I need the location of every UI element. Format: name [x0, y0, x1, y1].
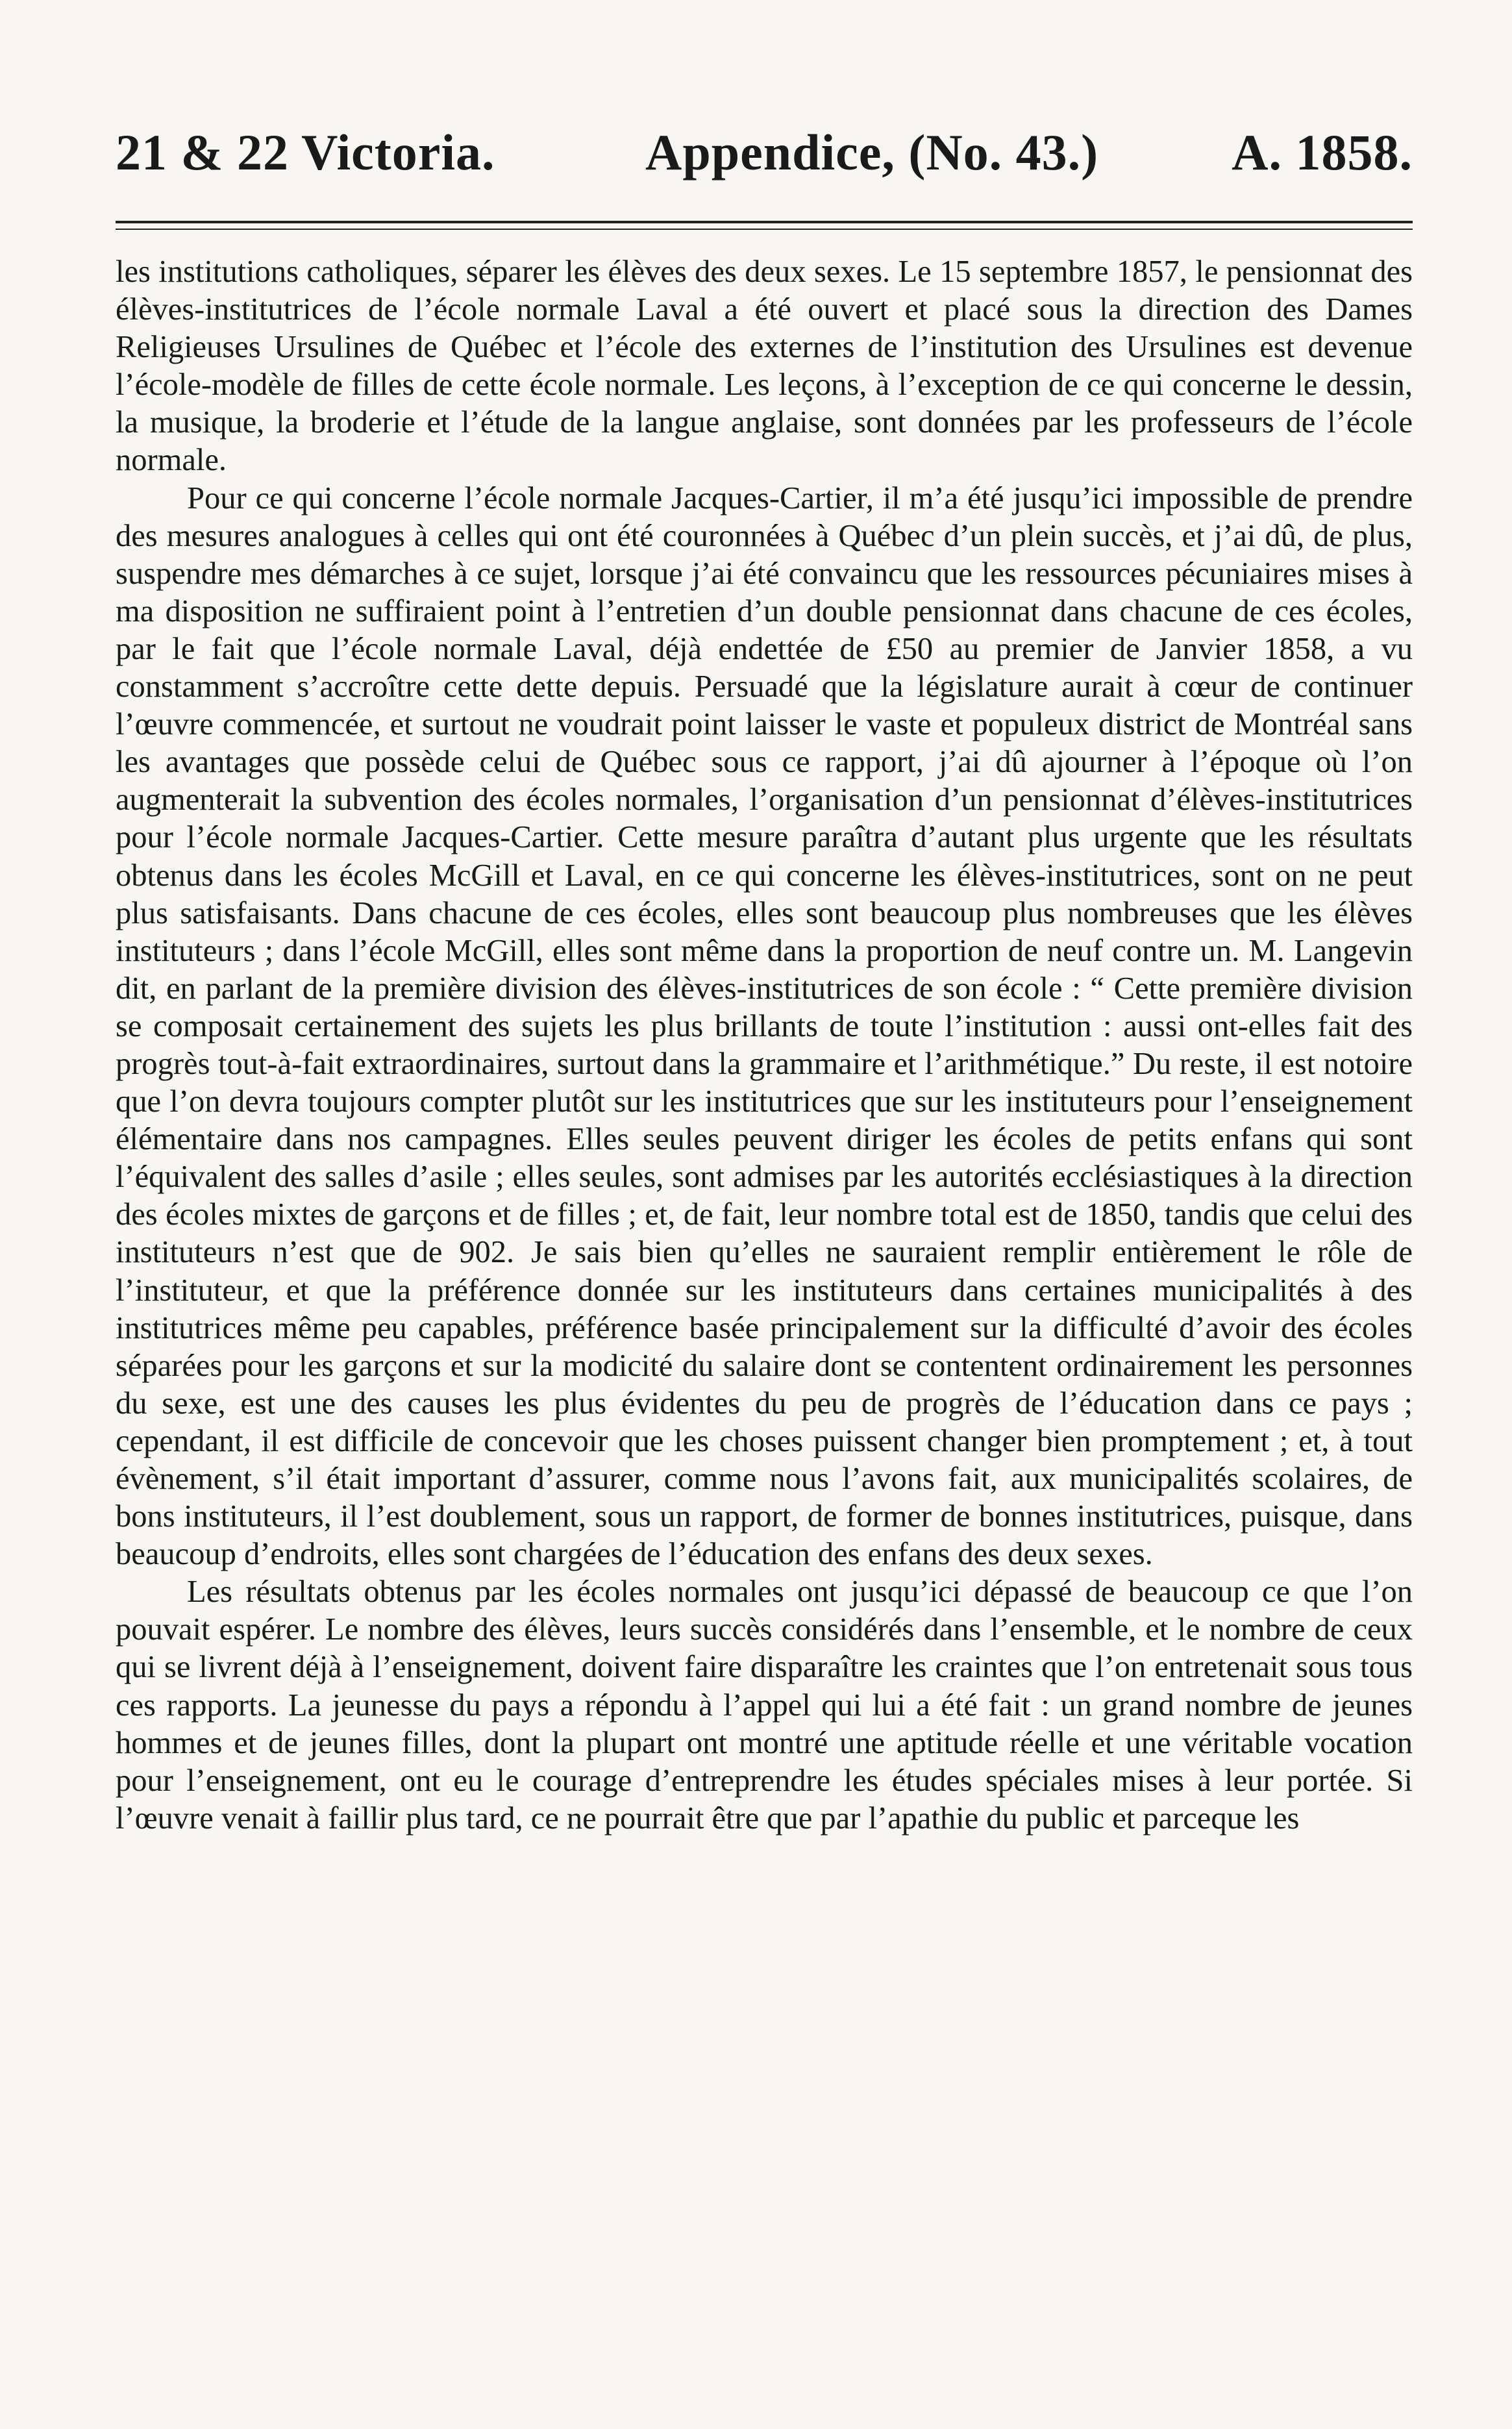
- paragraph-continuation: les institutions catholiques, séparer les élèves des deux sexes. Le 15 septembre 1857, le pensionnat des élèves-institutrices de l’école normale Laval a été ouvert et placé sous la direction des Dames Religieuses Ursulines de Québec et l’école des externes de l’institution des Ursulines est devenue l’école-modèle de filles de cette école normale. Les leçons, à l’exception de ce qui concerne le dessin, la musique, la broderie et l’étude de la langue anglaise, sont données par les professeurs de l’école normale.: [116, 255, 1413, 478]
- body-text: [116, 253, 1413, 1837]
- header-appendix: Appendice, (No. 43.): [645, 124, 1099, 181]
- header-rule-thin: [116, 229, 1413, 230]
- header-rule-thick: [116, 221, 1413, 223]
- running-header: [116, 109, 1413, 187]
- paragraph-results: Les résultats obtenus par les écoles normales ont jusqu’ici dépassé de beaucoup ce que l’on pouvait espérer. Le nombre des élèves, leurs succès considérés dans l’ensemble, et le nombre de ceux qui se livrent déjà à l’enseignement, doivent faire disparaître les craintes que l’on entretenait sous tous ces rapports. La jeunesse du pays a répondu à l’appel qui lui a été fait : un grand nombre de jeunes hommes et de jeunes filles, dont la plupart ont montré une aptitude réelle et une véritable vocation pour l’enseignement, ont eu le courage d’entreprendre les études spéciales mises à leur portée. Si l’œuvre venait à faillir plus tard, ce ne pourrait être que par l’apathie du public et parceque les: [116, 1575, 1413, 1836]
- header-year: A. 1858.: [1232, 124, 1413, 181]
- header-session: 21 & 22 Victoria.: [116, 124, 495, 181]
- paragraph-jacques-cartier: Pour ce qui concerne l’école normale Jacques-Cartier, il m’a été jusqu’ici impossible de prendre des mesures analogues à celles qui ont été couronnées à Québec d’un plein succès, et j’ai dû, de plus, suspendre mes démarches à ce sujet, lorsque j’ai été convaincu que les ressources pécuniaires mises à ma disposition ne suffiraient point à l’entretien d’un double pensionnat dans chacune de ces écoles, par le fait que l’école normale Laval, déjà endettée de £50 au premier de Janvier 1858, a vu constamment s’accroître cette dette depuis. Persuadé que la législature aurait à cœur de continuer l’œuvre commencée, et surtout ne voudrait point laisser le vaste et populeux district de Montréal sans les avantages que possède celui de Québec sous ce rapport, j’ai dû ajourner à l’époque où l’on augmenterait la subvention des écoles normales, l’organisation d’un pensionnat d’élèves-institutrices pour l’école normale Jacques-Cartier. Cette mesure paraîtra d’autant plus urgente que les résultats obtenus dans les écoles McGill et Laval, en ce qui concerne les élèves-institutrices, sont on ne peut plus satisfaisants. Dans chacune de ces écoles, elles sont beaucoup plus nombreuses que les élèves instituteurs ; dans l’école McGill, elles sont même dans la proportion de neuf contre un. M. Langevin dit, en parlant de la première division des élèves-institutrices de son école : “ Cette première division se composait certainement des sujets les plus brillants de toute l’institution : aussi ont-elles fait des progrès tout-à-fait extraordinaires, surtout dans la grammaire et l’arithmétique.” Du reste, il est notoire que l’on devra toujours compter plutôt sur les institutrices que sur les instituteurs pour l’enseignement élémentaire dans nos campagnes. Elles seules peuvent diriger les écoles de petits enfans qui sont l’équivalent des salles d’asile ; elles seules, sont admises par les autorités ecclésiastiques à la direction des écoles mixtes de garçons et de filles ; et, de fait, leur nombre total est de 1850, tandis que celui des instituteurs n’est que de 902. Je sais bien qu’elles ne sauraient remplir entièrement le rôle de l’instituteur, et que la préférence donnée sur les instituteurs dans certaines municipalités à des institutrices même peu capables, préférence basée principalement sur la difficulté d’avoir des écoles séparées pour les garçons et sur la modicité du salaire dont se contentent ordinairement les personnes du sexe, est une des causes les plus évidentes du peu de progrès de l’éducation dans ce pays ; cependant, il est difficile de concevoir que les choses puissent changer bien promptement ; et, à tout évènement, s’il était important d’assurer, comme nous l’avons fait, aux municipalités scolaires, de bons instituteurs, il l’est doublement, sous un rapport, de former de bonnes institutrices, puisque, dans beaucoup d’endroits, elles sont chargées de l’éducation des enfans des deux sexes.: [116, 480, 1413, 1572]
